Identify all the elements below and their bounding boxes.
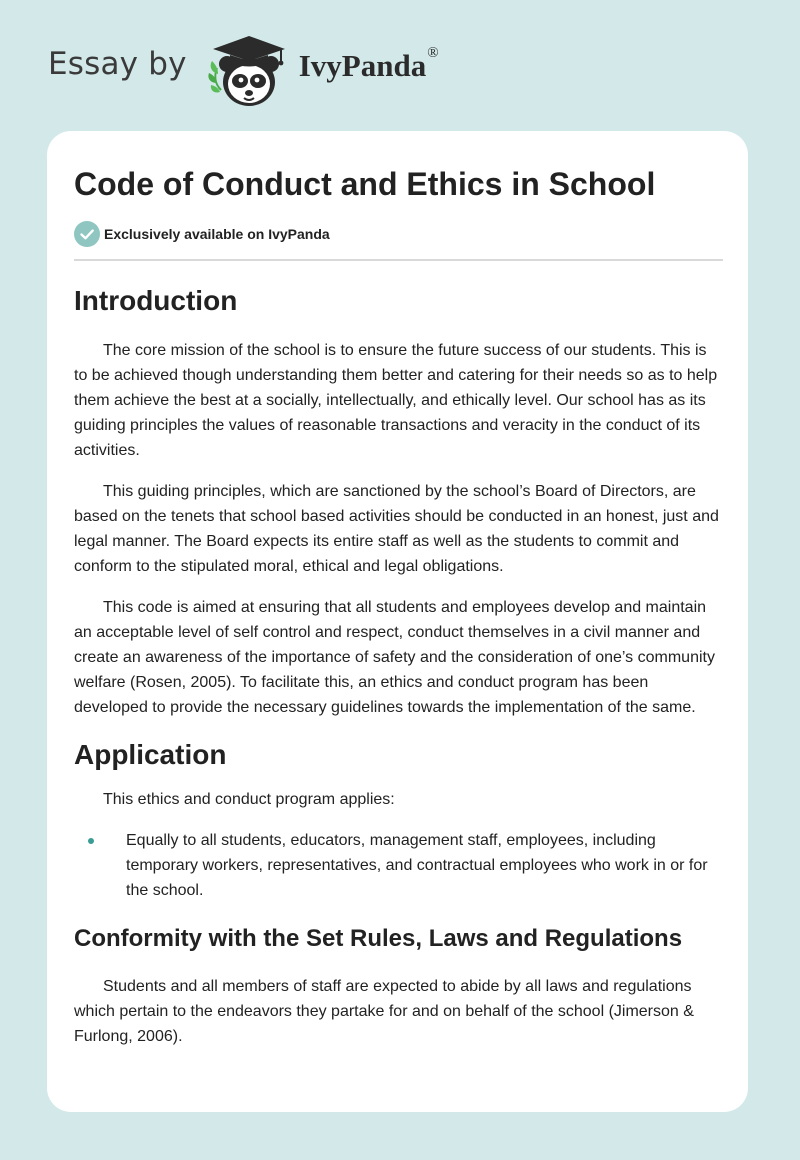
site-header [48,30,439,110]
exclusive-badge [74,221,723,247]
essay-content [74,131,723,1049]
section-heading-introduction: Introduction [74,285,238,316]
essay-card [47,131,748,1112]
paragraph: This guiding principles, which are sanctioned by the school’s Board of Directors, are based on the tenets that school based activities should be conducted in an honest, just and legal manner. The Board expects its entire staff as well as the students to commit and conform to the stipulated moral, ethical and legal obligations. [74,483,719,575]
paragraph: This code is aimed at ensuring that all students and employees develop and maintain an acceptable level of self control and respect, conduct themselves in a civil manner and create an awareness of the importance of safety and the consideration of one’s community welfare (Rosen, 2005). To facilitate this, an ethics and conduct program has been developed to provide the necessary guidelines towards the implementation of the same. [74,599,715,716]
essay-by-label: Essay by [48,46,187,82]
registered-mark: ® [427,44,439,61]
check-circle-icon [74,221,100,247]
title-divider [74,259,723,261]
panda-logo-icon[interactable] [201,30,297,110]
exclusive-badge-text: Exclusively available on IvyPanda [104,226,330,242]
section-heading-application: Application [74,739,227,770]
bullet-dot [88,838,94,844]
essay-title: Code of Conduct and Ethics in School [74,166,656,202]
list-item-text: Equally to all students, educators, management staff, employees, including temporary workers, representatives, and contractual employees who work in or for the school. [126,832,708,899]
section-heading-conformity: Conformity with the Set Rules, Laws and Regulations [74,925,683,952]
brand-name[interactable]: IvyPanda [298,48,427,83]
paragraph: Students and all members of staff are expected to abide by all laws and regulations which pertain to the endeavors they partake for and on behalf of the school (Jimerson & Furlong, 2006). [74,978,694,1045]
paragraph: This ethics and conduct program applies: [103,791,395,808]
bullet-list [74,828,723,903]
list-item [126,828,716,903]
paragraph: The core mission of the school is to ensure the future success of our students. This is to be achieved though understanding them better and catering for their needs so as to help them achieve the best at a socially, intellectually, and ethically level. Our school has as its guiding principles the values of reasonable transactions and veracity in the conduct of its activities. [74,342,718,459]
